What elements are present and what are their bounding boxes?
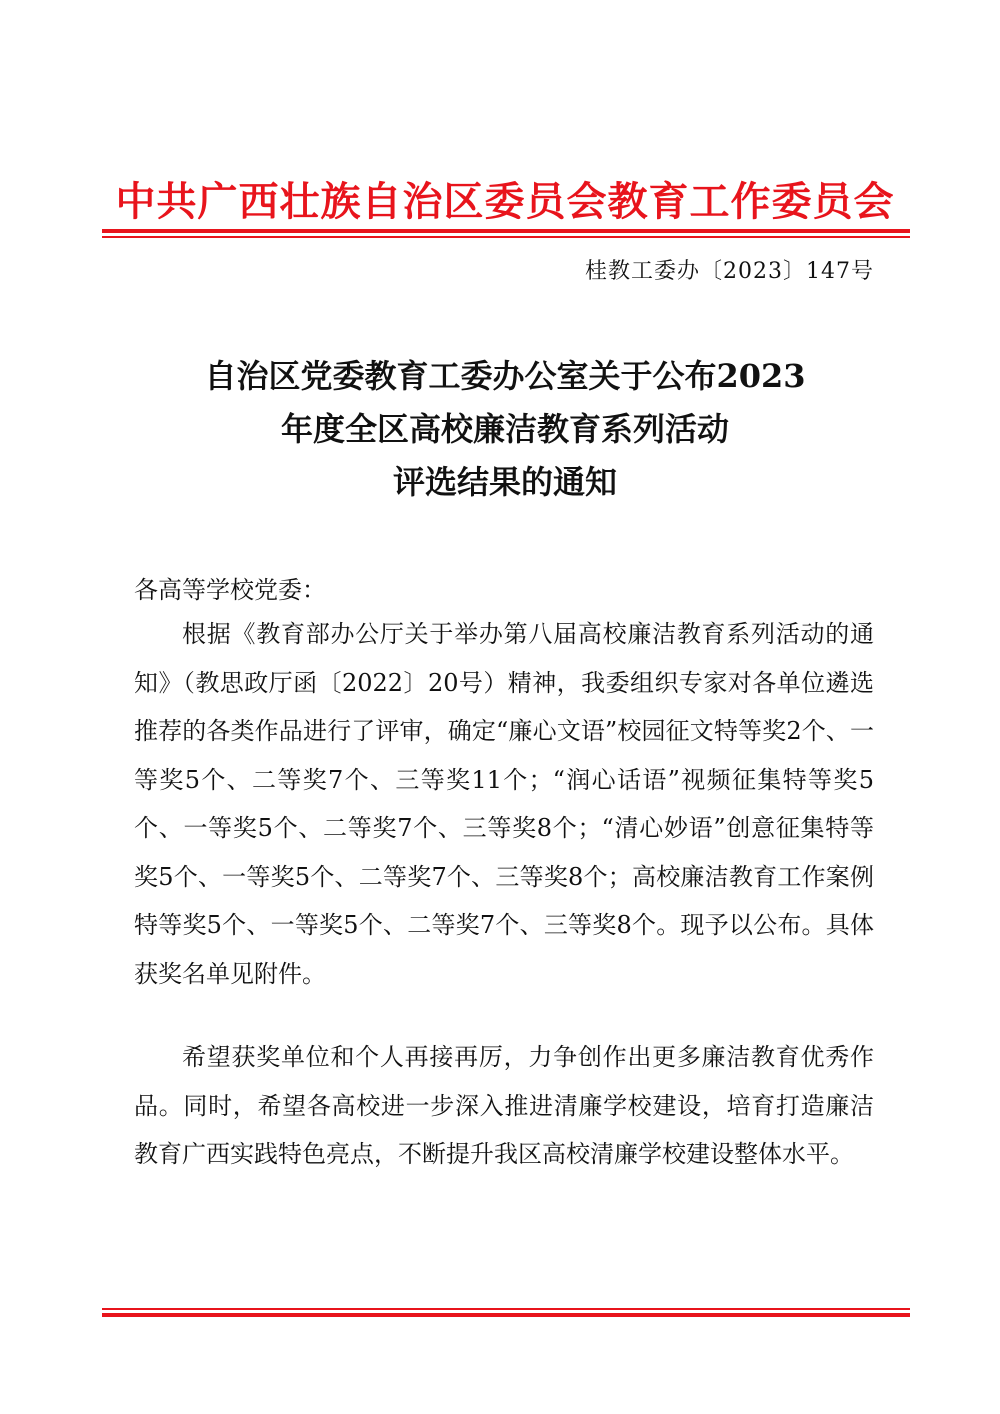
body-paragraph: 希望获奖单位和个人再接再厉，力争创作出更多廉洁教育优秀作品。同时，希望各高校进一步深入推进清廉学校建设，培育打造廉洁教育广西实践特色亮点，不断提升我区高校清廉学校建设整体水平。 xyxy=(134,1043,874,1168)
footer-divider-thick xyxy=(102,1313,910,1317)
footer-divider-thin xyxy=(102,1308,910,1310)
header-divider-thick xyxy=(102,229,910,233)
document-title-line: 年度全区高校廉洁教育系列活动 xyxy=(280,410,729,448)
document-title xyxy=(100,350,910,509)
document-title-line: 评选结果的通知 xyxy=(392,463,617,501)
salutation: 各高等学校党委： xyxy=(134,576,326,604)
header-divider-thin xyxy=(102,236,910,238)
body-paragraph: 根据《教育部办公厅关于举办第八届高校廉洁教育系列活动的通知》（教思政厅函〔2022〕20号）精神，我委组织专家对各单位遴选推荐的各类作品进行了评审，确定“廉心文语”校园征文特等奖2个、一等奖5个、二等奖7个、三等奖11个；“润心话语”视频征集特等奖5个、一等奖5个、二等奖7个、三等奖8个；“清心妙语”创意征集特等奖5个、一等奖5个、二等奖7个、三等奖8个；高校廉洁教育工作案例特等奖5个、一等奖5个、二等奖7个、三等奖8个。现予以公布。具体获奖名单见附件。 xyxy=(134,620,874,988)
document-title-line: 自治区党委教育工委办公室关于公布2023 xyxy=(204,357,806,395)
issuer-heading: 中共广西壮族自治区委员会教育工作委员会 xyxy=(115,178,895,225)
document-number: 桂教工委办〔2023〕147号 xyxy=(585,259,874,284)
